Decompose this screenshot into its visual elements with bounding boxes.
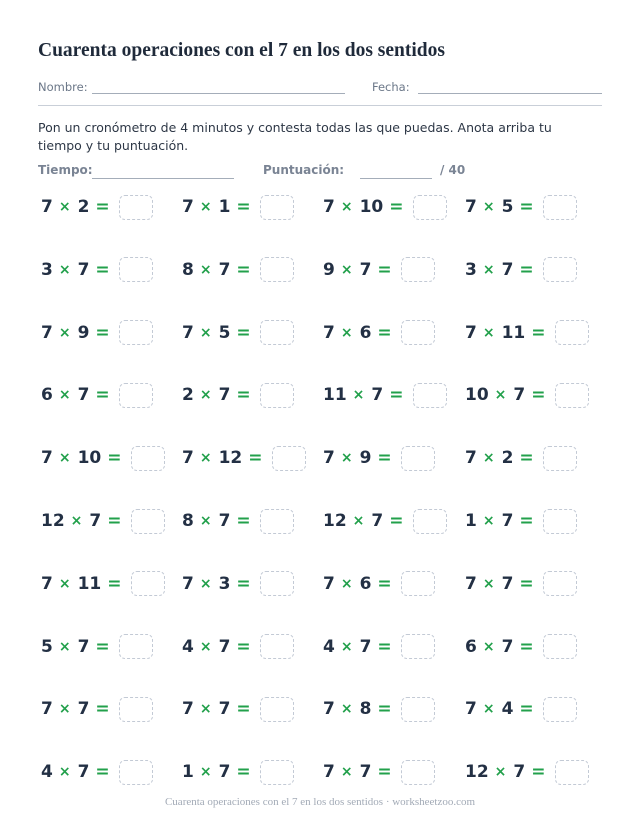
factor-b: 7 — [371, 511, 384, 531]
equals-sign: = — [377, 573, 392, 594]
factor-a: 11 — [323, 385, 347, 406]
factor-b: 9 — [77, 322, 90, 343]
equals-sign: = — [236, 699, 251, 720]
times-sign: × — [58, 324, 71, 341]
factor-a: 10 — [465, 385, 489, 406]
equals-sign: = — [236, 636, 251, 657]
factor-b: 7 — [501, 573, 514, 594]
problem-2-1 — [182, 318, 294, 348]
equals-sign: = — [519, 573, 534, 594]
equals-sign: = — [95, 197, 110, 217]
footer: Cuarenta operaciones con el 7 en los dos sentidos · worksheetzoo.com — [164, 796, 476, 808]
factor-a: 7 — [41, 448, 53, 469]
equals-sign: = — [389, 511, 404, 531]
answer-box[interactable] — [119, 634, 153, 659]
equals-sign: = — [531, 762, 546, 783]
times-sign: × — [494, 764, 507, 781]
factor-a: 7 — [41, 699, 53, 720]
equals-sign: = — [95, 385, 110, 406]
factor-a: 4 — [41, 762, 53, 783]
equals-sign: = — [95, 259, 110, 280]
equals-sign: = — [519, 699, 534, 720]
problem-7-0 — [41, 632, 153, 662]
factor-b: 7 — [218, 385, 231, 406]
factor-b: 7 — [77, 762, 90, 783]
factor-a: 4 — [182, 636, 194, 657]
answer-box[interactable] — [543, 697, 577, 722]
score-label: Puntuación: — [263, 163, 345, 177]
factor-b: 9 — [359, 448, 372, 469]
answer-box[interactable] — [413, 383, 447, 408]
equals-sign: = — [377, 259, 392, 280]
answer-box[interactable] — [119, 195, 153, 220]
problem-8-3 — [465, 694, 577, 724]
factor-b: 10 — [77, 448, 102, 469]
factor-a: 8 — [182, 259, 194, 280]
equals-sign: = — [377, 699, 392, 720]
times-sign: × — [482, 324, 495, 341]
factor-a: 7 — [182, 322, 194, 343]
answer-box[interactable] — [131, 509, 165, 534]
equals-sign: = — [236, 511, 251, 531]
times-sign: × — [199, 513, 212, 529]
answer-box[interactable] — [401, 760, 435, 785]
times-sign: × — [199, 638, 212, 655]
factor-a: 7 — [41, 573, 53, 594]
times-sign: × — [482, 701, 495, 718]
answer-box[interactable] — [555, 320, 589, 345]
answer-box[interactable] — [119, 760, 153, 785]
problem-4-1 — [182, 443, 306, 473]
equals-sign: = — [519, 197, 534, 217]
factor-b: 6 — [359, 322, 372, 343]
times-sign: × — [482, 638, 495, 655]
problem-9-1 — [182, 757, 294, 787]
equals-sign: = — [95, 762, 110, 783]
factor-b: 1 — [218, 197, 231, 217]
problem-1-0 — [41, 255, 153, 285]
problem-1-1 — [182, 255, 294, 285]
factor-b: 4 — [501, 699, 514, 720]
equals-sign: = — [236, 385, 251, 406]
times-sign: × — [340, 701, 353, 718]
times-sign: × — [340, 764, 353, 781]
factor-b: 8 — [359, 699, 372, 720]
problem-2-0 — [41, 318, 153, 348]
equals-sign: = — [519, 636, 534, 657]
equals-sign: = — [519, 448, 534, 469]
factor-b: 7 — [513, 762, 526, 783]
factor-b: 5 — [218, 322, 231, 343]
times-sign: × — [340, 261, 353, 278]
problem-9-3 — [465, 757, 589, 787]
equals-sign: = — [519, 511, 534, 531]
factor-b: 3 — [218, 573, 231, 594]
answer-box[interactable] — [131, 571, 165, 596]
answer-box[interactable] — [401, 320, 435, 345]
problem-1-2 — [323, 255, 435, 285]
problem-9-0 — [41, 757, 153, 787]
equals-sign: = — [389, 385, 404, 406]
times-sign: × — [199, 261, 212, 278]
times-sign: × — [58, 261, 71, 278]
factor-a: 1 — [465, 511, 477, 531]
equals-sign: = — [107, 448, 122, 469]
factor-a: 12 — [323, 511, 347, 531]
factor-b: 11 — [77, 573, 102, 594]
times-sign: × — [58, 575, 71, 592]
factor-b: 7 — [359, 762, 372, 783]
problem-3-2 — [323, 380, 447, 410]
problem-5-0 — [41, 506, 165, 536]
answer-box[interactable] — [543, 446, 577, 471]
equals-sign: = — [107, 511, 122, 531]
problem-5-3 — [465, 506, 577, 536]
answer-box[interactable] — [413, 195, 447, 220]
factor-a: 6 — [465, 636, 477, 657]
equals-sign: = — [248, 448, 263, 469]
equals-sign: = — [519, 259, 534, 280]
factor-b: 10 — [359, 197, 384, 217]
factor-a: 7 — [465, 448, 477, 469]
answer-box[interactable] — [543, 257, 577, 282]
times-sign: × — [58, 387, 71, 404]
problem-6-2 — [323, 569, 435, 599]
times-sign: × — [340, 324, 353, 341]
answer-box[interactable] — [401, 257, 435, 282]
factor-a: 7 — [182, 573, 194, 594]
factor-a: 7 — [323, 762, 335, 783]
factor-b: 7 — [501, 636, 514, 657]
times-sign: × — [482, 575, 495, 592]
factor-b: 5 — [501, 197, 514, 217]
problem-0-0 — [41, 192, 153, 222]
times-sign: × — [352, 513, 365, 529]
equals-sign: = — [377, 448, 392, 469]
factor-a: 7 — [465, 573, 477, 594]
equals-sign: = — [377, 322, 392, 343]
problem-3-0 — [41, 380, 153, 410]
factor-a: 7 — [323, 322, 335, 343]
factor-a: 4 — [323, 636, 335, 657]
factor-a: 7 — [323, 197, 335, 217]
problem-4-0 — [41, 443, 165, 473]
problem-2-2 — [323, 318, 435, 348]
equals-sign: = — [377, 762, 392, 783]
factor-b: 7 — [218, 699, 231, 720]
times-sign: × — [482, 199, 495, 215]
answer-box[interactable] — [543, 195, 577, 220]
answer-box[interactable] — [272, 446, 306, 471]
factor-a: 2 — [182, 385, 194, 406]
times-sign: × — [58, 450, 71, 467]
factor-b: 2 — [501, 448, 514, 469]
times-sign: × — [199, 701, 212, 718]
answer-box[interactable] — [401, 634, 435, 659]
answer-box[interactable] — [555, 760, 589, 785]
times-sign: × — [58, 764, 71, 781]
equals-sign: = — [531, 385, 546, 406]
times-sign: × — [199, 450, 212, 467]
equals-sign: = — [236, 322, 251, 343]
factor-b: 7 — [501, 259, 514, 280]
factor-a: 7 — [465, 197, 477, 217]
factor-a: 1 — [182, 762, 194, 783]
equals-sign: = — [236, 259, 251, 280]
score-total: / 40 — [440, 163, 466, 177]
times-sign: × — [494, 387, 507, 404]
problem-4-3 — [465, 443, 577, 473]
equals-sign: = — [377, 636, 392, 657]
factor-b: 7 — [371, 385, 384, 406]
factor-a: 12 — [41, 511, 65, 531]
answer-box[interactable] — [260, 257, 294, 282]
factor-a: 7 — [182, 448, 194, 469]
factor-b: 7 — [89, 511, 102, 531]
problem-2-3 — [465, 318, 589, 348]
factor-b: 7 — [359, 259, 372, 280]
factor-b: 7 — [218, 762, 231, 783]
factor-a: 12 — [465, 762, 489, 783]
problem-6-3 — [465, 569, 577, 599]
answer-box[interactable] — [260, 760, 294, 785]
equals-sign: = — [531, 322, 546, 343]
factor-b: 12 — [218, 448, 243, 469]
factor-a: 9 — [323, 259, 335, 280]
answer-box[interactable] — [119, 697, 153, 722]
answer-box[interactable] — [260, 383, 294, 408]
problem-6-0 — [41, 569, 165, 599]
times-sign: × — [340, 575, 353, 592]
answer-box[interactable] — [401, 571, 435, 596]
times-sign: × — [70, 513, 83, 529]
factor-b: 7 — [513, 385, 526, 406]
factor-a: 8 — [182, 511, 194, 531]
factor-b: 11 — [501, 322, 526, 343]
problem-4-2 — [323, 443, 435, 473]
equals-sign: = — [236, 197, 251, 217]
factor-a: 7 — [465, 322, 477, 343]
problem-8-1 — [182, 694, 294, 724]
times-sign: × — [352, 387, 365, 404]
answer-box[interactable] — [543, 634, 577, 659]
equals-sign: = — [236, 573, 251, 594]
factor-b: 7 — [77, 385, 90, 406]
factor-b: 7 — [218, 511, 231, 531]
equals-sign: = — [389, 197, 404, 217]
factor-a: 7 — [182, 197, 194, 217]
answer-box[interactable] — [119, 320, 153, 345]
factor-b: 7 — [218, 259, 231, 280]
factor-b: 7 — [77, 636, 90, 657]
times-sign: × — [482, 261, 495, 278]
factor-b: 2 — [77, 197, 90, 217]
times-sign: × — [58, 701, 71, 718]
instructions: Pon un cronómetro de 4 minutos y contesta todas las que puedas. Anota arriba tu tiempo y tu puntuación. — [38, 120, 552, 153]
answer-box[interactable] — [543, 571, 577, 596]
times-sign: × — [199, 575, 212, 592]
factor-a: 3 — [41, 259, 53, 280]
times-sign: × — [340, 199, 353, 215]
factor-b: 7 — [77, 699, 90, 720]
problem-3-1 — [182, 380, 294, 410]
problem-7-2 — [323, 632, 435, 662]
factor-a: 6 — [41, 385, 53, 406]
times-sign: × — [199, 199, 212, 215]
problem-7-1 — [182, 632, 294, 662]
answer-box[interactable] — [260, 697, 294, 722]
date-label: Fecha: — [372, 80, 410, 94]
factor-b: 7 — [501, 511, 514, 531]
answer-box[interactable] — [260, 634, 294, 659]
answer-box[interactable] — [119, 257, 153, 282]
times-sign: × — [340, 450, 353, 467]
times-sign: × — [482, 513, 495, 529]
factor-a: 7 — [323, 448, 335, 469]
factor-a: 7 — [41, 197, 53, 217]
problem-7-3 — [465, 632, 577, 662]
answer-box[interactable] — [401, 697, 435, 722]
factor-a: 7 — [323, 573, 335, 594]
times-sign: × — [58, 638, 71, 655]
times-sign: × — [340, 638, 353, 655]
problem-0-2 — [323, 192, 447, 222]
factor-a: 7 — [323, 699, 335, 720]
problem-3-3 — [465, 380, 589, 410]
factor-a: 7 — [465, 699, 477, 720]
equals-sign: = — [95, 636, 110, 657]
time-label: Tiempo: — [38, 163, 93, 177]
answer-box[interactable] — [260, 320, 294, 345]
problem-9-2 — [323, 757, 435, 787]
times-sign: × — [199, 387, 212, 404]
factor-a: 5 — [41, 636, 53, 657]
times-sign: × — [199, 324, 212, 341]
problem-0-3 — [465, 192, 577, 222]
equals-sign: = — [95, 322, 110, 343]
answer-box[interactable] — [119, 383, 153, 408]
answer-box[interactable] — [260, 509, 294, 534]
factor-b: 7 — [77, 259, 90, 280]
name-label: Nombre: — [38, 80, 88, 94]
equals-sign: = — [95, 699, 110, 720]
problem-8-2 — [323, 694, 435, 724]
answer-box[interactable] — [260, 195, 294, 220]
problem-1-3 — [465, 255, 577, 285]
answer-box[interactable] — [260, 571, 294, 596]
times-sign: × — [58, 199, 71, 215]
answer-box[interactable] — [543, 509, 577, 534]
problem-0-1 — [182, 192, 294, 222]
problem-5-2 — [323, 506, 447, 536]
times-sign: × — [199, 764, 212, 781]
equals-sign: = — [236, 762, 251, 783]
factor-a: 3 — [465, 259, 477, 280]
factor-a: 7 — [41, 322, 53, 343]
factor-b: 6 — [359, 573, 372, 594]
page-title: Cuarenta operaciones con el 7 en los dos sentidos — [38, 40, 445, 61]
problem-8-0 — [41, 694, 153, 724]
equals-sign: = — [107, 573, 122, 594]
problem-6-1 — [182, 569, 294, 599]
factor-b: 7 — [359, 636, 372, 657]
problem-5-1 — [182, 506, 294, 536]
answer-box[interactable] — [401, 446, 435, 471]
answer-box[interactable] — [131, 446, 165, 471]
factor-a: 7 — [182, 699, 194, 720]
times-sign: × — [482, 450, 495, 467]
factor-b: 7 — [218, 636, 231, 657]
answer-box[interactable] — [413, 509, 447, 534]
answer-box[interactable] — [555, 383, 589, 408]
